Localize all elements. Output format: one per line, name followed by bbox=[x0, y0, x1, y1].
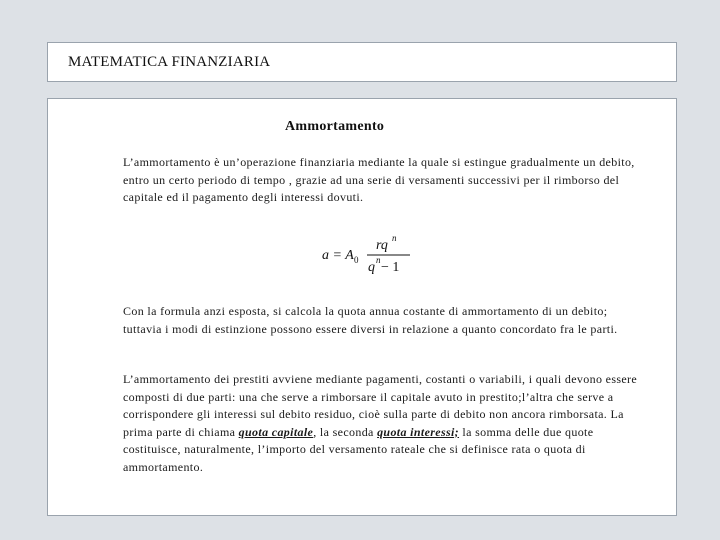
content-panel bbox=[47, 98, 677, 516]
paragraph-payments bbox=[123, 371, 643, 476]
formula-denominator-exponent: n bbox=[376, 255, 381, 265]
formula-numerator-exponent: n bbox=[392, 233, 397, 243]
paragraph-definition: L’ammortamento è un’operazione finanziaria mediante la quale si estingue gradualmente un debito, entro un certo periodo di tempo , grazie ad una serie di versamenti successivi per il rimborso del capitale ed il pagamento degli interessi dovuti. bbox=[123, 155, 635, 204]
paragraph-payments-part3: la somma delle due quote costituisce, naturalmente, l’importo del versamento rateale che si definisce rata o quota di ammortamento. bbox=[123, 424, 594, 474]
formula-lhs-subscript: 0 bbox=[354, 255, 359, 265]
term-quota-capitale: quota capitale bbox=[238, 424, 314, 439]
paragraph-formula-explanation: Con la formula anzi esposta, si calcola la quota annua costante di ammortamento di un debito; tuttavia i modi di estinzione possono essere diversi in relazione a quanto concordato fra le parti. bbox=[123, 304, 618, 336]
paragraph-payments-part1: L’ammortamento dei prestiti avviene mediante pagamenti, costanti o variabili, i quali devono essere composti di due parti: una che serve a rimborsare il capitale avuto in prestito;l’altra che serve a corrispondere gli interessi sul debito residuo, cioè sulla parte di debito non ancora rimborsata. La prima parte di chiama bbox=[123, 372, 638, 439]
section-heading: Ammortamento bbox=[285, 119, 385, 134]
formula-lhs: a = A bbox=[322, 248, 354, 263]
paragraph-payments-part2: , la seconda bbox=[313, 424, 378, 439]
amortization-formula bbox=[322, 232, 418, 278]
formula-numerator: rq bbox=[376, 238, 388, 253]
title-panel bbox=[47, 42, 677, 82]
slide-title: MATEMATICA FINANZIARIA bbox=[68, 54, 271, 70]
formula-denominator-rest: − 1 bbox=[381, 260, 400, 275]
formula-denominator: q bbox=[368, 260, 375, 275]
term-quota-interessi: quota interessi; bbox=[377, 424, 460, 439]
